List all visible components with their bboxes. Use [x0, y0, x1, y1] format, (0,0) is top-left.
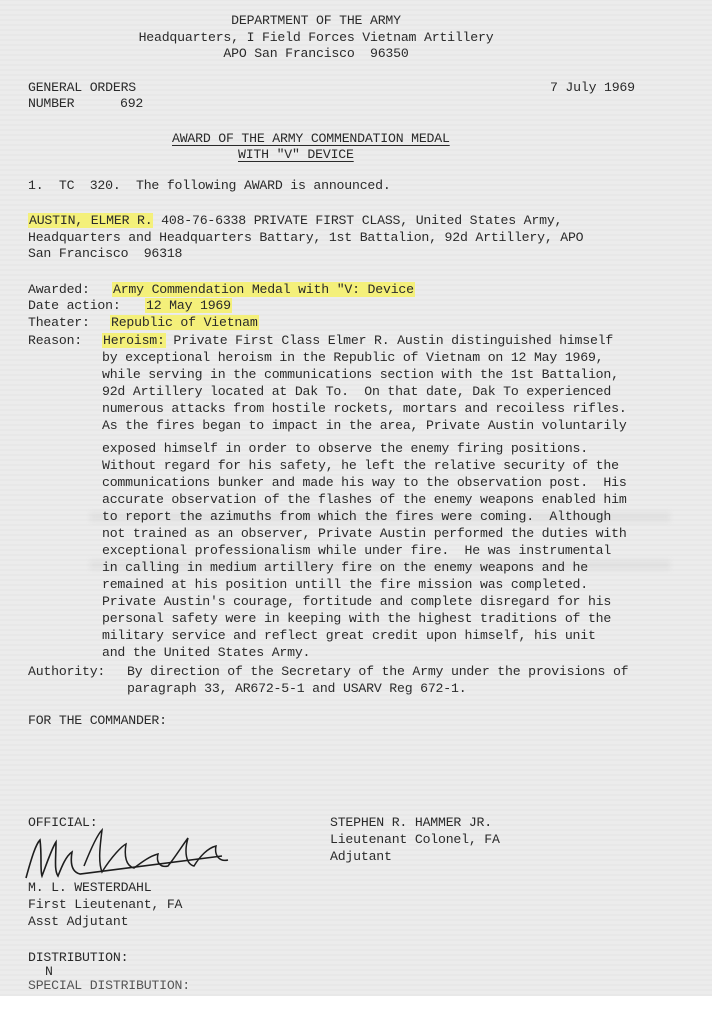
- reason-line: numerous attacks from hostile rockets, mortars and recoiless rifles.: [102, 401, 627, 416]
- authority-label: Authority:: [28, 664, 106, 679]
- commander-rank: Lieutenant Colonel, FA: [330, 832, 500, 847]
- reason-line: communications bunker and made his way to the observation post. His: [102, 475, 627, 490]
- awarded-value: [112, 282, 415, 298]
- distribution-value: N: [45, 964, 53, 979]
- reason-heading: Heroism:: [103, 333, 165, 348]
- recipient-name: AUSTIN, ELMER R.: [29, 213, 153, 228]
- general-orders-label: GENERAL ORDERS: [28, 80, 136, 95]
- special-distribution-label: SPECIAL DISTRIBUTION:: [28, 978, 190, 993]
- official-label: OFFICIAL:: [28, 815, 98, 830]
- reason-line: to report the azimuths from which the fires were coming. Although: [102, 509, 612, 524]
- reason-line: As the fires began to impact in the area, Private Austin voluntarily: [102, 418, 627, 433]
- award-title-line2: [238, 147, 354, 163]
- reason-line: exceptional professionalism while under fire. He was instrumental: [102, 543, 612, 558]
- reason-line: while serving in the communications section with the 1st Battalion,: [102, 367, 619, 382]
- awarded-label: Awarded:: [28, 282, 90, 297]
- reason-line: by exceptional heroism in the Republic of Vietnam on 12 May 1969,: [102, 350, 604, 365]
- reason-line: Private Austin's courage, fortitude and complete disregard for his: [102, 594, 612, 609]
- commander-title: Adjutant: [330, 849, 392, 864]
- recipient-line1: [28, 213, 562, 229]
- recipient-apo: San Francisco 96318: [28, 246, 183, 261]
- recipient-details: 408-76-6338 PRIVATE FIRST CLASS, United States Army,: [153, 213, 563, 228]
- awarded-value-text: Army Commendation Medal with "V: Device: [113, 282, 414, 297]
- reason-line: [102, 333, 613, 349]
- official-name: M. L. WESTERDAHL: [28, 880, 152, 895]
- reason-line: accurate observation of the flashes of the enemy weapons enabled him: [102, 492, 627, 507]
- theater-value: [110, 315, 259, 331]
- date-action-value: [145, 298, 232, 314]
- reason-line: remained at his position untill the fire mission was completed.: [102, 577, 588, 592]
- number-label: NUMBER: [28, 96, 75, 111]
- commander-name: STEPHEN R. HAMMER JR.: [330, 815, 492, 830]
- recipient-unit: Headquarters and Headquarters Battary, 1st Battalion, 92d Artillery, APO: [28, 230, 584, 245]
- theater-label: Theater:: [28, 315, 90, 330]
- official-title: Asst Adjutant: [28, 914, 129, 929]
- theater-value-text: Republic of Vietnam: [111, 315, 258, 330]
- reason-line: and the United States Army.: [102, 645, 311, 660]
- reason-label: Reason:: [28, 333, 82, 348]
- award-title-text: WITH "V" DEVICE: [238, 147, 354, 162]
- order-date: 7 July 1969: [550, 80, 635, 95]
- letterhead-apo: APO San Francisco 96350: [223, 46, 409, 61]
- reason-line: personal safety were in keeping with the highest traditions of the: [102, 611, 612, 626]
- date-action-text: 12 May 1969: [146, 298, 231, 313]
- reason-line: in calling in medium artillery fire on the enemy weapons and he: [102, 560, 588, 575]
- authority-line2: paragraph 33, AR672-5-1 and USARV Reg 672-1.: [127, 681, 467, 696]
- reason-line: not trained as an observer, Private Austin performed the duties with: [102, 526, 627, 541]
- award-title-text: AWARD OF THE ARMY COMMENDATION MEDAL: [172, 131, 450, 146]
- reason-line: Without regard for his safety, he left the relative security of the: [102, 458, 619, 473]
- reason-text: Private First Class Elmer R. Austin distinguished himself: [165, 333, 614, 348]
- letterhead-headquarters: Headquarters, I Field Forces Vietnam Artillery: [138, 30, 494, 45]
- date-action-label: Date action:: [28, 298, 121, 313]
- order-number: 692: [120, 96, 144, 111]
- reason-line: military service and reflect great credit upon himself, his unit: [102, 628, 596, 643]
- letterhead-department: DEPARTMENT OF THE ARMY: [231, 13, 401, 28]
- distribution-label: DISTRIBUTION:: [28, 950, 129, 965]
- for-the-commander: FOR THE COMMANDER:: [28, 713, 167, 728]
- award-title-line1: [172, 131, 450, 147]
- reason-line: exposed himself in order to observe the enemy firing positions.: [102, 441, 588, 456]
- authority-line1: By direction of the Secretary of the Army under the provisions of: [127, 664, 629, 679]
- official-rank: First Lieutenant, FA: [28, 897, 183, 912]
- paragraph-announcement: 1. TC 320. The following AWARD is announced.: [28, 178, 391, 193]
- signature-icon: [22, 826, 242, 886]
- reason-line: 92d Artillery located at Dak To. On that date, Dak To experienced: [102, 384, 612, 399]
